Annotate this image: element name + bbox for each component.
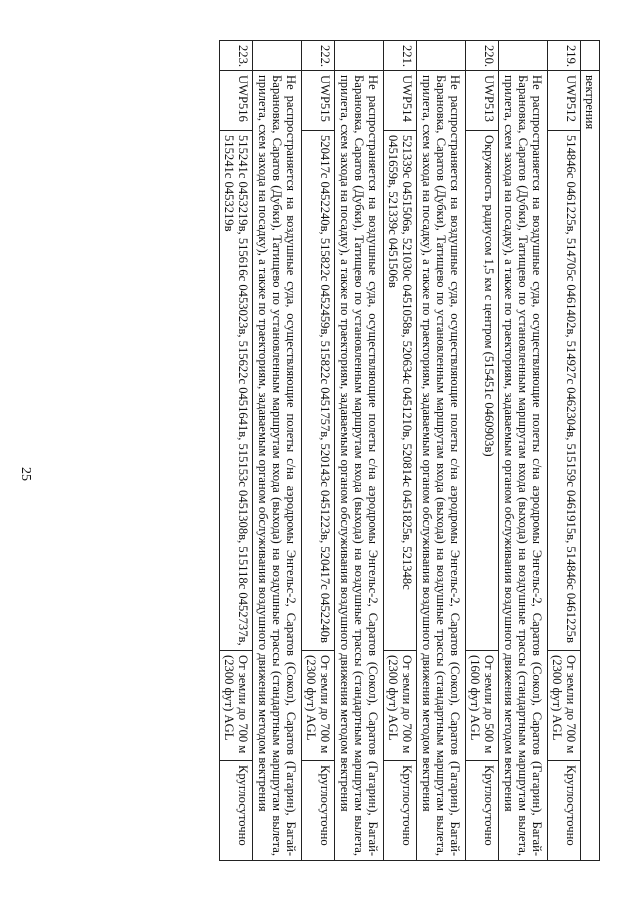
restriction-text: Не распространяется на воздушные суда, осуществляющие полеты с/на аэродромы Энгельс-2, Саратов (Сокол), Саратов (Гагарин), Багай-Барановка, Саратов (Дубки), Татищево по установленным маршрутам входа (выхода) на воздушные трассы (стандартным маршрутам вылета, прилета, схем захода на посадку), а также по траекториям, задаваемым органом обслуживания воздушного движения методом вектрения <box>499 71 548 861</box>
zone-time: Круглосуточно <box>302 761 335 861</box>
zone-coordinates: 514846с 0461225в, 514705с 0461402в, 514927с 0462304в, 515159с 0461915в, 514846с 0461225в <box>548 131 581 651</box>
page-number: 25 <box>18 467 33 481</box>
zone-time: Круглосуточно <box>384 761 417 861</box>
zone-coordinates: 515241с 0453219в, 515616с 0453023в, 515622с 0451641в, 515153с 0451308в, 515118с 0452737в, 515241с 0453219в <box>220 131 253 651</box>
restriction-blank <box>499 41 548 71</box>
restriction-text: Не распространяется на воздушные суда, осуществляющие полеты с/на аэродромы Энгельс-2, Саратов (Сокол), Саратов (Гагарин), Багай-Барановка, Саратов (Дубки), Татищево по установленным маршрутам входа (выхода) на воздушные трассы (стандартным маршрутам вылета, прилета, схем захода на посадку), а также по траекториям, задаваемым органом обслуживания воздушного движения методом вектрения <box>417 71 466 861</box>
row-number: 222. <box>302 41 335 71</box>
restriction-text: Не распространяется на воздушные суда, осуществляющие полеты с/на аэродромы Энгельс-2, Саратов (Сокол), Саратов (Гагарин), Багай-Барановка, Саратов (Дубки), Татищево по установленным маршрутам входа (выхода) на воздушные трассы (стандартным маршрутам вылета, прилета, схем захода на посадку), а также по траекториям, задаваемым органом обслуживания воздушного движения методом вектрения <box>335 71 384 861</box>
continuation-row <box>581 41 600 861</box>
zone-code: UWP513 <box>466 71 499 131</box>
zone-code: UWP514 <box>384 71 417 131</box>
zone-code: UWP512 <box>548 71 581 131</box>
table-row <box>384 41 417 861</box>
restriction-blank <box>253 41 302 71</box>
restriction-blank <box>417 41 466 71</box>
table-row <box>466 41 499 861</box>
zone-altitude: От земли до 500 м (1600 фут) AGL <box>466 651 499 761</box>
restriction-row <box>417 41 466 861</box>
zone-altitude: От земли до 700 м (2300 фут) AGL <box>220 651 253 761</box>
zone-time: Круглосуточно <box>220 761 253 861</box>
zone-code: UWP515 <box>302 71 335 131</box>
restriction-row <box>335 41 384 861</box>
restriction-row <box>499 41 548 861</box>
table-row <box>302 41 335 861</box>
table-row <box>220 41 253 861</box>
table-row <box>548 41 581 861</box>
zone-altitude: От земли до 700 м (2300 фут) AGL <box>384 651 417 761</box>
restriction-blank <box>335 41 384 71</box>
zone-coordinates: Окружность радиусом 1,5 км с центром (515451с 0460903в) <box>466 131 499 651</box>
row-number: 219. <box>548 41 581 71</box>
zone-coordinates: 521339с 0451506в, 521030с 0451058в, 520634с 0451210в, 520814с 0451825в, 521348с 0451659в, 521339с 0451506в <box>384 131 417 651</box>
continuation-text: вектрения <box>581 71 600 861</box>
zone-coordinates: 520417с 0452240в, 515822с 0452459в, 515822с 0451757в, 520143с 0451223в, 520417с 0452240в <box>302 131 335 651</box>
row-number: 220. <box>466 41 499 71</box>
zone-altitude: От земли до 700 м (2300 фут) AGL <box>302 651 335 761</box>
continuation-blank <box>581 41 600 71</box>
row-number: 223. <box>220 41 253 71</box>
row-number: 221. <box>384 41 417 71</box>
zone-time: Круглосуточно <box>548 761 581 861</box>
restriction-row <box>253 41 302 861</box>
zone-time: Круглосуточно <box>466 761 499 861</box>
zone-altitude: От земли до 700 м (2300 фут) AGL <box>548 651 581 761</box>
document-sheet <box>60 40 600 860</box>
zone-code: UWP516 <box>220 71 253 131</box>
airspace-table <box>219 40 600 861</box>
restriction-text: Не распространяется на воздушные суда, осуществляющие полеты с/на аэродромы Энгельс-2, Саратов (Сокол), Саратов (Гагарин), Багай-Барановка, Саратов (Дубки), Татищево по установленным маршрутам входа (выхода) на воздушные трассы (стандартным маршрутам вылета, прилета, схем захода на посадку), а также по траекториям, задаваемым органом обслуживания воздушного движения методом вектрения <box>253 71 302 861</box>
